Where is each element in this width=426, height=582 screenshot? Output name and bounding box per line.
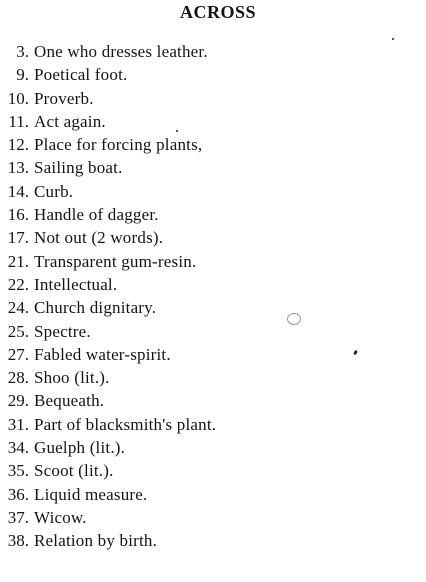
clue-item (0, 250, 420, 273)
clue-item (0, 413, 420, 436)
clue-item (0, 156, 420, 179)
clue-number: 24. (7, 298, 29, 318)
clue-number: 29. (7, 391, 29, 411)
clue-text: Not out (2 words). (34, 228, 164, 248)
clue-item (0, 436, 420, 459)
clue-text: Transparent gum-resin. (34, 251, 197, 271)
clue-number: 10. (7, 88, 29, 108)
clue-text: Sailing boat. (34, 158, 123, 178)
clue-number: 34. (7, 438, 29, 458)
clue-text: Scoot (lit.). (34, 461, 114, 481)
clue-number: 36. (7, 484, 29, 504)
clue-number: 35. (7, 461, 29, 481)
ink-smudge (287, 313, 301, 325)
clue-text: Shoo (lit.). (34, 368, 110, 388)
clue-item (0, 133, 420, 156)
clue-item (0, 63, 420, 86)
clue-item (0, 226, 420, 249)
clue-text: Relation by birth. (34, 531, 158, 551)
clue-text: Liquid measure. (34, 484, 148, 504)
clue-text: Curb. (34, 181, 74, 201)
clue-item (0, 180, 420, 203)
clue-list (0, 40, 420, 553)
clue-text: Poetical foot. (34, 65, 128, 85)
clue-number: 28. (7, 368, 29, 388)
clue-text: Guelph (lit.). (34, 438, 126, 458)
clue-item (0, 459, 420, 482)
clue-number: 11. (8, 111, 29, 131)
clue-number: 37. (7, 507, 29, 527)
clue-number: 31. (7, 414, 29, 434)
clue-item (0, 343, 420, 366)
clue-number: 3. (16, 42, 29, 61)
clue-item (0, 40, 420, 63)
clue-text: Spectre. (34, 321, 91, 341)
clue-item (0, 296, 420, 319)
clue-text: Church dignitary. (34, 298, 157, 318)
clue-number: 22. (7, 274, 29, 294)
clue-number: 17. (7, 228, 29, 248)
clue-text: Wicow. (34, 507, 87, 527)
clue-item (0, 87, 420, 110)
clue-item (0, 366, 420, 389)
clue-item (0, 483, 420, 506)
clue-number: 21. (7, 251, 29, 271)
ink-speck (392, 38, 394, 40)
clue-item (0, 320, 420, 343)
clue-item (0, 506, 420, 529)
clue-text: One who dresses leather. (34, 42, 208, 61)
section-heading: ACROSS (179, 2, 257, 22)
clue-text: Place for forcing plants, (34, 135, 203, 155)
clue-text: Intellectual. (34, 274, 118, 294)
clue-number: 25. (7, 321, 29, 341)
clue-text: Fabled water-spirit. (34, 344, 171, 364)
clue-item (0, 389, 420, 412)
clue-item (0, 273, 420, 296)
clue-number: 38. (7, 531, 29, 551)
clue-text: Proverb. (34, 88, 94, 108)
clue-number: 12. (7, 135, 29, 155)
clue-text: Bequeath. (34, 391, 105, 411)
clue-item (0, 529, 420, 552)
clue-number: 13. (7, 158, 29, 178)
ink-speck (176, 130, 178, 132)
clue-item (0, 110, 420, 133)
clue-text: Handle of dagger. (34, 205, 159, 225)
clue-number: 27. (7, 344, 29, 364)
clue-number: 9. (16, 65, 29, 85)
clue-text: Act again. (34, 111, 106, 131)
clue-text: Part of blacksmith's plant. (34, 414, 217, 434)
clue-number: 16. (7, 205, 29, 225)
clue-item (0, 203, 420, 226)
clue-number: 14. (7, 181, 29, 201)
